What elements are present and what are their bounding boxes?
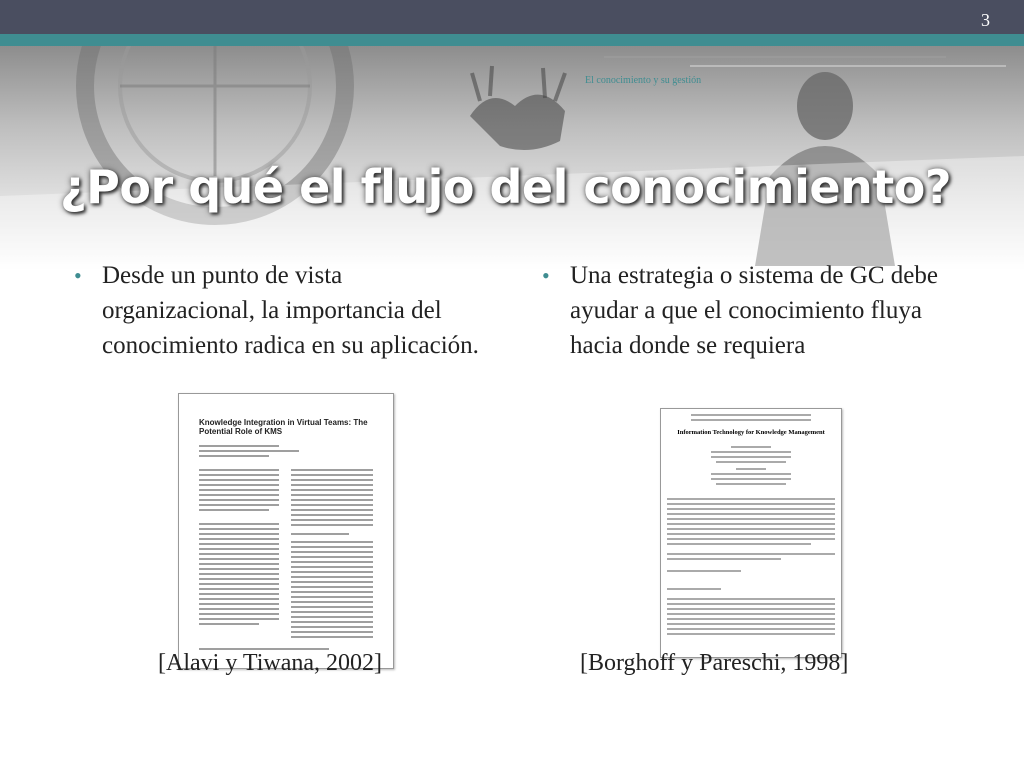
paper-title: Knowledge Integration in Virtual Teams: The Potential Role of KMS — [199, 418, 368, 436]
accent-bar — [0, 34, 1024, 46]
citation-caption: [Alavi y Tiwana, 2002] — [158, 650, 382, 676]
decor-line — [604, 56, 946, 58]
bullet-text: Una estrategia o sistema de GC debe ayudar a que el conocimiento fluya hacia donde se requiera — [570, 262, 938, 359]
decor-line — [690, 65, 1006, 67]
bullet-icon: • — [542, 263, 550, 288]
top-bar — [0, 0, 1024, 34]
bullet-item — [74, 258, 494, 363]
paper-title: Information Technology for Knowledge Management — [677, 429, 825, 436]
paper-thumbnail-borghoff — [660, 408, 842, 658]
citation-caption: [Borghoff y Pareschi, 1998] — [580, 650, 849, 676]
slide-title: ¿Por qué el flujo del conocimiento? — [60, 160, 952, 214]
right-column — [542, 258, 962, 363]
bullet-icon: • — [74, 263, 82, 288]
left-column — [74, 258, 494, 363]
paper-text-lines — [179, 434, 393, 669]
paper-text-lines — [661, 409, 841, 639]
bullet-item — [542, 258, 962, 363]
title-banner — [0, 46, 1024, 270]
paper-thumbnail-alavi — [178, 393, 394, 669]
slide-number: 3 — [981, 10, 990, 30]
slide-subtitle: El conocimiento y su gestión — [585, 75, 702, 86]
bullet-text: Desde un punto de vista organizacional, la importancia del conocimiento radica en su aplicación. — [102, 262, 479, 359]
